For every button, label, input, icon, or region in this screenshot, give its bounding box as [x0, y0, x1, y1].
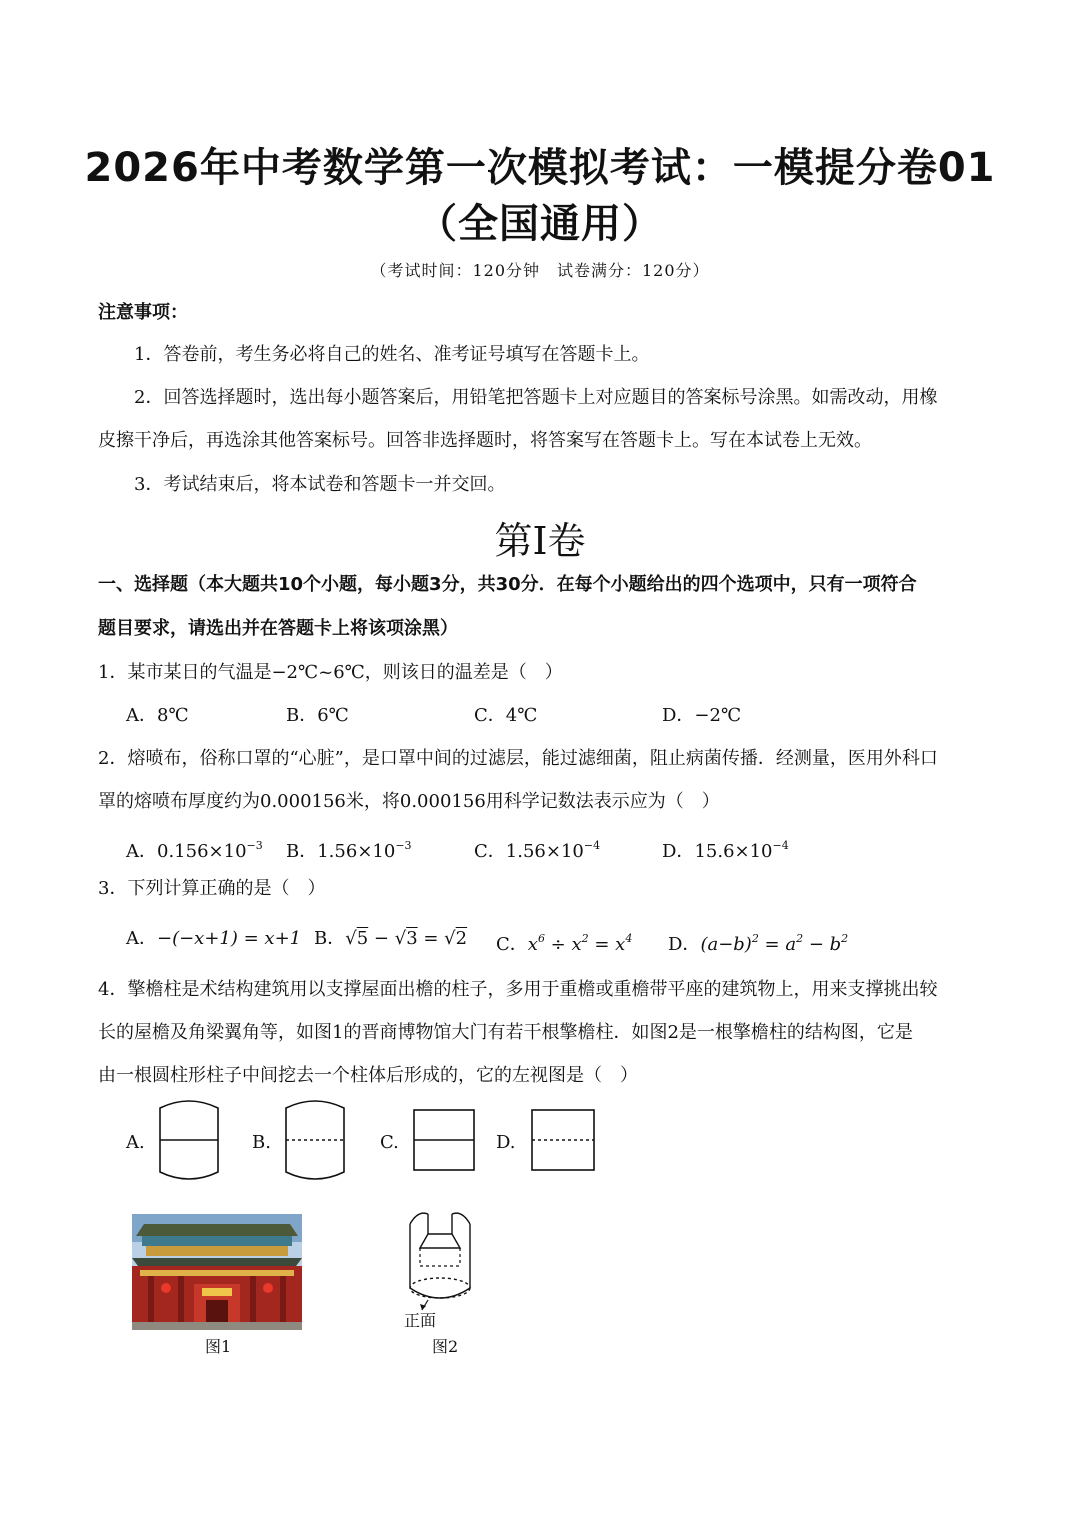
- q3-option-a: [126, 926, 301, 952]
- notes-heading: 注意事项：: [98, 302, 188, 323]
- q2-option-c-mantissa: 1.56: [505, 841, 546, 862]
- q3-stem: 3．下列计算正确的是（ ）: [98, 878, 326, 899]
- q3-option-c-label: C．: [496, 934, 528, 955]
- q4-option-a-figure: [158, 1098, 222, 1184]
- q2-option-b-exp: −3: [395, 839, 412, 852]
- q4-option-c-figure: [412, 1108, 476, 1172]
- q2-option-a-label: A．: [126, 841, 157, 862]
- q4-option-a-label: A.: [126, 1132, 145, 1153]
- q3-option-d: D．$(a-b)^2 = a^2 - b^2$: [668, 932, 849, 955]
- note-item-1: 1．答卷前，考生务必将自己的姓名、准考证号填写在答题卡上。: [134, 344, 650, 365]
- q2-option-c-label: C．: [474, 841, 506, 862]
- q4-stem-cont1: 长的屋檐及角梁翼角等，如图1的晋商博物馆大门有若干根擎檐柱．如图2是一根擎檐柱的结构图，它是: [98, 1022, 913, 1043]
- front-label: 正面: [404, 1311, 437, 1330]
- exam-title: 2026年中考数学第一次模拟考试：一模提分卷01: [84, 145, 996, 191]
- q2-option-a: A．$0.156\times 10^{-3}$: [126, 839, 263, 862]
- q2-option-a-exp: −3: [246, 839, 263, 852]
- note-item-2-cont: 皮擦干净后，再选涂其他答案标号。回答非选择题时，将答案写在答题卡上。写在本试卷上无效。: [98, 430, 872, 451]
- q3-option-a-label: A．: [126, 928, 157, 949]
- q2-option-d-label: D．: [662, 841, 695, 862]
- q3-option-b-label: B．: [314, 928, 346, 949]
- q2-option-c: C．$1.56\times 10^{-4}$: [474, 839, 601, 862]
- sqrt-sign: √: [394, 928, 407, 949]
- fig2-caption: 图2: [432, 1337, 459, 1356]
- q2-option-c-exp: −4: [583, 839, 601, 852]
- q1-stem: 1．某市某日的气温是−2℃~6℃，则该日的温差是（ ）: [98, 662, 563, 683]
- q2-option-b-mantissa: 1.56: [317, 841, 358, 862]
- q4-option-b-label: B.: [252, 1132, 271, 1153]
- q3-option-b: B．√5 − √3 = √2: [314, 928, 468, 949]
- sqrt-sign: √: [345, 928, 357, 949]
- q3-option-d-label: D．: [668, 934, 701, 955]
- note-item-3: 3．考试结束后，将本试卷和答题卡一并交回。: [134, 474, 506, 495]
- q3-option-b-r1: 5: [356, 928, 369, 949]
- section-heading: 一、选择题（本大题共10个小题，每小题3分，共30分．在每个小题给出的四个选项中，只有一项符合: [98, 574, 917, 595]
- q3-option-b-r3: 2: [455, 928, 468, 949]
- q3-option-b-r2: 3: [406, 928, 418, 949]
- q4-option-c-label: C.: [380, 1132, 399, 1153]
- q2-option-d: D．$15.6\times 10^{-4}$: [662, 839, 789, 862]
- q2-option-b: B．$1.56\times 10^{-3}$: [286, 839, 412, 862]
- fig1-caption: 图1: [205, 1337, 232, 1356]
- q2-stem-cont: 罩的熔喷布厚度约为0.000156米，将0.000156用科学记数法表示应为（ ）: [98, 791, 720, 812]
- q4-stem-cont2: 由一根圆柱形柱子中间挖去一个柱体后形成的，它的左视图是（ ）: [98, 1065, 638, 1086]
- q3-option-c: C．$x^6 \div x^2 = x^4$: [496, 932, 633, 955]
- section-title: 第I卷: [494, 519, 586, 563]
- q1-option-d: D．−2℃: [662, 705, 742, 726]
- q2-option-d-mantissa: 15.6: [694, 841, 735, 862]
- q2-option-d-exp: −4: [772, 839, 789, 852]
- note-item-2: 2．回答选择题时，选出每小题答案后，用铅笔把答题卡上对应题目的答案标号涂黑。如需改动，用橡: [134, 387, 938, 408]
- museum-gate-photo: [132, 1214, 302, 1330]
- q3-option-a-expr: −(−x+1) = x+1: [157, 928, 302, 949]
- q1-option-c: C．4℃: [474, 705, 538, 726]
- section-heading-cont: 题目要求，请选出并在答题卡上将该项涂黑）: [98, 618, 458, 639]
- q1-option-a: A．8℃: [126, 705, 189, 726]
- q4-option-d-figure: [530, 1108, 596, 1172]
- exam-info: （考试时间：120分钟 试卷满分：120分）: [370, 261, 710, 280]
- q4-option-d-label: D.: [496, 1132, 516, 1153]
- sqrt-sign: √: [444, 928, 456, 949]
- exam-subtitle: （全国通用）: [417, 201, 663, 247]
- q4-option-b-figure: [284, 1098, 348, 1184]
- q1-option-b: B．6℃: [286, 705, 349, 726]
- q2-option-a-mantissa: 0.156: [157, 841, 209, 862]
- q4-stem: 4．擎檐柱是术结构建筑用以支撑屋面出檐的柱子，多用于重檐或重檐带平座的建筑物上，用来支撑挑出较: [98, 979, 938, 1000]
- q2-option-b-label: B．: [286, 841, 318, 862]
- column-structure-figure: [400, 1204, 480, 1314]
- q2-stem: 2．熔喷布，俗称口罩的“心脏”，是口罩中间的过滤层，能过滤细菌，阻止病菌传播．经测量，医用外科口: [98, 748, 938, 769]
